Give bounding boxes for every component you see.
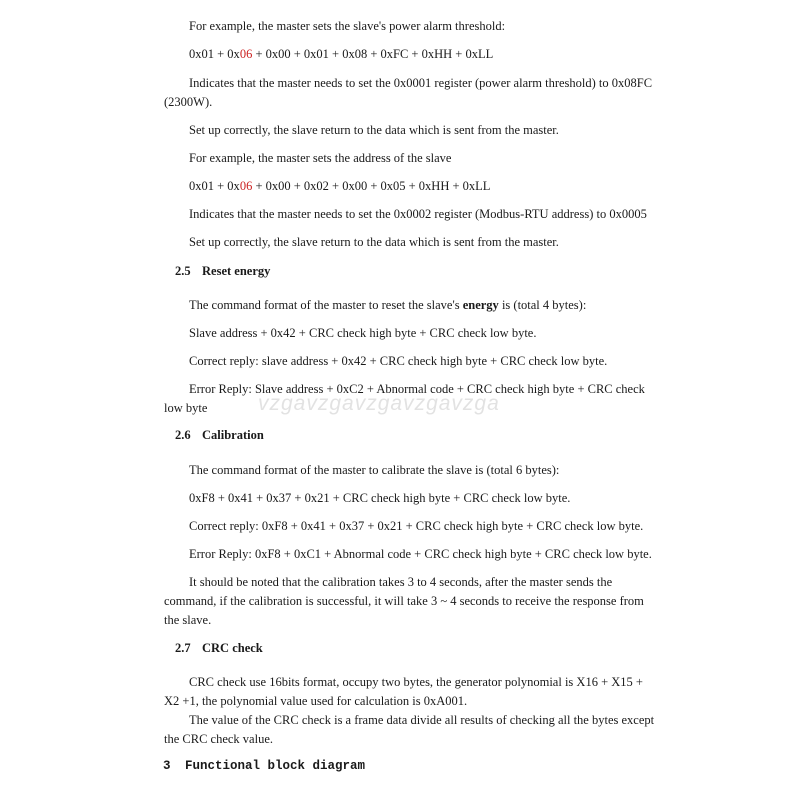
paragraph-continuation: the slave. xyxy=(164,613,212,627)
command-bytes xyxy=(189,45,493,65)
paragraph: 0xF8 + 0x41 + 0x37 + 0x21 + CRC check high byte + CRC check low byte. xyxy=(189,491,571,505)
paragraph: Indicates that the master needs to set the 0x0001 register (power alarm threshold) to 0x08FC xyxy=(189,76,653,90)
paragraph-continuation: X2 +1, the polynomial value used for calculation is 0xA001. xyxy=(164,694,468,708)
function-code-highlight: 06 xyxy=(239,179,253,193)
paragraph: CRC check use 16bits format, occupy two bytes, the generator polynomial is X16 + X15 + xyxy=(189,675,643,689)
chapter-heading-functional-block-diagram xyxy=(163,759,365,773)
command-suffix: + 0x00 + 0x01 + 0x08 + 0xFC + 0xHH + 0xLL xyxy=(252,47,494,61)
section-heading-crc-check xyxy=(175,641,263,656)
chapter-title: Functional block diagram xyxy=(185,759,366,773)
paragraph-continuation: low byte xyxy=(164,401,208,415)
section-number: 2.5 xyxy=(175,264,191,278)
text-run: The command format of the master to reset the slave's xyxy=(189,298,463,312)
paragraph: Correct reply: slave address + 0x42 + CRC check high byte + CRC check low byte. xyxy=(189,354,608,368)
paragraph-continuation: command, if the calibration is successful, it will take 3 ~ 4 seconds to receive the response from xyxy=(164,594,644,608)
command-suffix: + 0x00 + 0x02 + 0x00 + 0x05 + 0xHH + 0xLL xyxy=(252,179,491,193)
watermark: vzgavzgavzgavzgavzga xyxy=(258,392,500,415)
paragraph: Error Reply: Slave address + 0xC2 + Abnormal code + CRC check high byte + CRC check xyxy=(189,382,645,396)
command-prefix: 0x01 + 0x xyxy=(189,47,240,61)
paragraph: Set up correctly, the slave return to the data which is sent from the master. xyxy=(189,235,559,249)
section-heading-calibration xyxy=(175,428,264,443)
command-prefix: 0x01 + 0x xyxy=(189,179,240,193)
paragraph: The command format of the master to calibrate the slave is (total 6 bytes): xyxy=(189,463,560,477)
section-heading-reset-energy xyxy=(175,264,270,279)
section-title: CRC check xyxy=(202,641,263,655)
paragraph: Indicates that the master needs to set the 0x0002 register (Modbus-RTU address) to 0x0005 xyxy=(189,207,647,221)
paragraph: Error Reply: 0xF8 + 0xC1 + Abnormal code + CRC check high byte + CRC check low byte. xyxy=(189,547,652,561)
section-number: 2.6 xyxy=(175,428,191,442)
paragraph: For example, the master sets the address of the slave xyxy=(189,151,452,165)
bold-term: energy xyxy=(462,298,499,312)
function-code-highlight: 06 xyxy=(239,47,253,61)
paragraph: Set up correctly, the slave return to the data which is sent from the master. xyxy=(189,123,559,137)
chapter-number: 3 xyxy=(163,759,171,773)
paragraph: Slave address + 0x42 + CRC check high byte + CRC check low byte. xyxy=(189,326,537,340)
section-title: Calibration xyxy=(202,428,264,442)
paragraph-continuation: the CRC check value. xyxy=(164,732,273,746)
paragraph: It should be noted that the calibration takes 3 to 4 seconds, after the master sends the xyxy=(189,575,613,589)
section-number: 2.7 xyxy=(175,641,191,655)
section-title: Reset energy xyxy=(202,264,271,278)
text-run: is (total 4 bytes): xyxy=(498,298,587,312)
paragraph: The value of the CRC check is a frame data divide all results of checking all the bytes except xyxy=(189,713,655,727)
paragraph-continuation: (2300W). xyxy=(164,95,213,109)
paragraph: Correct reply: 0xF8 + 0x41 + 0x37 + 0x21 + CRC check high byte + CRC check low byte. xyxy=(189,519,644,533)
paragraph: For example, the master sets the slave's power alarm threshold: xyxy=(189,19,506,33)
paragraph xyxy=(189,296,586,316)
command-bytes xyxy=(189,177,490,197)
